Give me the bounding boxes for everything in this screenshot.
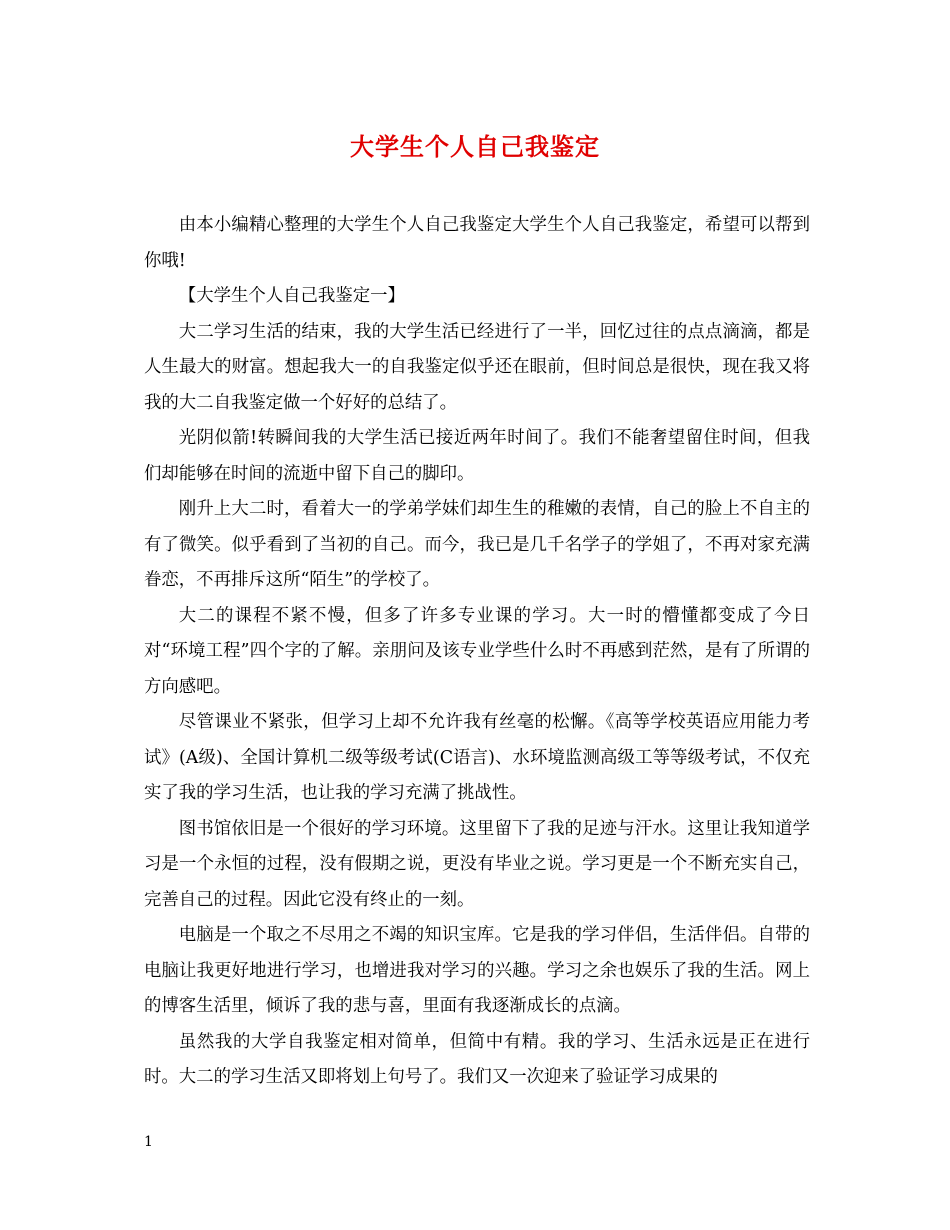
paragraph: 光阴似箭!转瞬间我的大学生活已接近两年时间了。我们不能奢望留住时间，但我们却能够在时间的流逝中留下自己的脚印。 — [144, 428, 810, 484]
paragraph: 由本小编精心整理的大学生个人自己我鉴定大学生个人自己我鉴定，希望可以帮到你哦! — [144, 215, 810, 271]
paragraph: 虽然我的大学自我鉴定相对简单，但简中有精。我的学习、生活永远是正在进行时。大二的学习生活又即将划上句号了。我们又一次迎来了验证学习成果的 — [144, 1031, 810, 1087]
paragraph: 刚升上大二时，看着大一的学弟学妹们却生生的稚嫩的表情，自己的脸上不自主的有了微笑。似乎看到了当初的自己。而今，我已是几千名学子的学姐了，不再对家充满眷恋，不再排斥这所“陌生”的学校了。 — [144, 499, 810, 590]
document-body — [144, 208, 810, 1096]
section-heading: 【大学生个人自己我鉴定一】 — [178, 286, 405, 306]
paragraph: 尽管课业不紧张，但学习上却不允许我有丝毫的松懈。《高等学校英语应用能力考试》(A级)、全国计算机二级等级考试(C语言)、水环境监测高级工等等级考试，不仅充实了我的学习生活，也让我的学习充满了挑战性。 — [144, 712, 810, 803]
paragraph: 大二的课程不紧不慢，但多了许多专业课的学习。大一时的懵懂都变成了今日对“环境工程”四个字的了解。亲朋问及该专业学些什么时不再感到茫然，是有了所谓的方向感吧。 — [144, 605, 810, 697]
paragraph: 图书馆依旧是一个很好的学习环境。这里留下了我的足迹与汗水。这里让我知道学习是一个永恒的过程，没有假期之说，更没有毕业之说。学习更是一个不断充实自己，完善自己的过程。因此它没有终止的一刻。 — [144, 818, 810, 910]
document-title: 大学生个人自己我鉴定 — [350, 132, 600, 161]
page-number: 1 — [144, 1134, 153, 1150]
paragraph: 大二学习生活的结束，我的大学生活已经进行了一半，回忆过往的点点滴滴，都是人生最大的财富。想起我大一的自我鉴定似乎还在眼前，但时间总是很快，现在我又将我的大二自我鉴定做一个好好的总结了。 — [144, 321, 810, 413]
paragraph: 电脑是一个取之不尽用之不竭的知识宝库。它是我的学习伴侣，生活伴侣。自带的电脑让我更好地进行学习，也增进我对学习的兴趣。学习之余也娱乐了我的生活。网上的博客生活里，倾诉了我的悲与喜，里面有我逐渐成长的点滴。 — [144, 925, 810, 1016]
